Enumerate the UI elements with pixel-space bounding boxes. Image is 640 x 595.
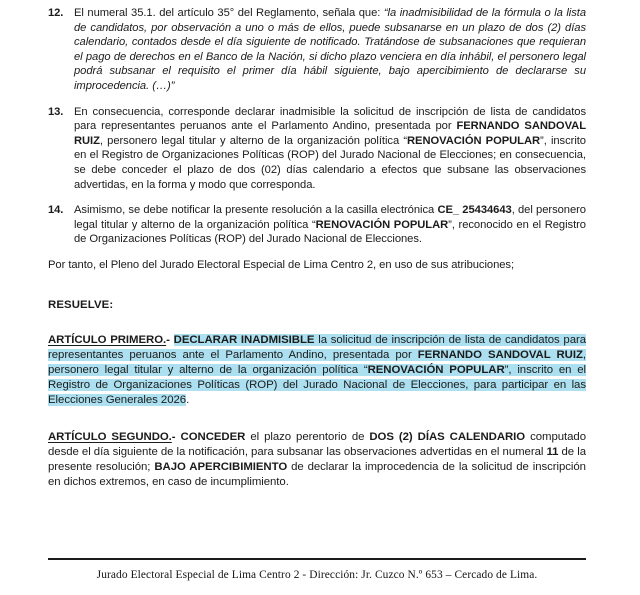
clause-12-lead: El numeral 35.1. del artículo 35° del Reglamento, señala que: — [74, 7, 384, 19]
clause-12 — [48, 6, 586, 94]
clause-14-part1: Asimismo, se debe notificar la presente resolución a la casilla electrónica — [74, 204, 438, 217]
clause-12-quote: “la inadmisibilidad de la fórmula o la lista de candidatos, por observación a uno o más de ellos, puede subsanarse en un plazo de dos (2) días calendario, contados desde el día siguiente de notificado. Tratándose de subsanaciones que requieran el pago de derechos en el Banco de la Nación, si dicho plazo venciera en día inhábil, el personero legal podrá subsanar el requisito el primer día hábil siguiente, bajo apercibimiento de declararse su improcedencia. (…)” — [74, 7, 586, 92]
article-first-part2: , personero legal titular y alterno de la organización política “ — [48, 348, 586, 376]
article-second-dash: - — [171, 430, 181, 443]
clause-13-person-name: FERNANDO SANDOVAL RUIZ — [74, 120, 586, 147]
clause-14-organization: RENOVACIÓN POPULAR — [315, 218, 449, 231]
por-tanto-paragraph: Por tanto, el Pleno del Jurado Electoral Especial de Lima Centro 2, en uso de sus atribuciones; — [48, 258, 515, 271]
article-first — [48, 333, 586, 409]
article-first-part1: la solicitud de inscripción de lista de candidatos para representantes peruanos ante el Parlamento Andino, presentada por — [48, 333, 587, 361]
clause-14-part3: ”, reconocido en el Registro de Organizaciones Políticas (ROP) del Jurado Nacional de Elecciones. — [74, 218, 586, 246]
clause-14-part2: , del personero legal titular y alterno de la organización política “ — [74, 204, 586, 231]
article-first-organization: RENOVACIÓN POPULAR — [367, 363, 505, 376]
clause-14-text — [74, 203, 586, 247]
clause-12-text — [74, 6, 586, 94]
article-second-label: ARTÍCULO SEGUNDO. — [48, 430, 172, 443]
clause-13 — [48, 105, 586, 193]
article-second-warning: BAJO APERCIBIMIENTO — [154, 460, 288, 473]
article-first-period: . — [186, 394, 190, 407]
footer-divider — [48, 558, 586, 560]
article-first-dash: - — [166, 333, 174, 346]
clause-14-number: 14. — [48, 204, 64, 217]
resuelve-heading: RESUELVE: — [48, 298, 114, 311]
article-first-action: DECLARAR INADMISIBLE — [173, 333, 315, 346]
clause-13-part3: ”, inscrito en el Registro de Organizaciones Políticas (ROP) del Jurado Nacional de Elecciones; en consecuencia, se debe conceder el plazo de dos (02) días calendario a efectos que subsane las observaciones advertidas, en la forma y modo que corresponda. — [74, 134, 586, 191]
document-body — [48, 6, 586, 490]
page-footer — [48, 558, 586, 581]
clause-14-casilla-electronica: CE_ 25434643 — [437, 204, 512, 217]
article-second-part1: el plazo perentorio de — [245, 430, 370, 443]
clause-14 — [48, 203, 586, 247]
article-second-action: CONCEDER — [180, 430, 246, 443]
clause-13-part2: , personero legal titular y alterno de la organización política “ — [99, 134, 407, 147]
article-second-term: DOS (2) DÍAS CALENDARIO — [369, 430, 526, 443]
footer-address-text: Jurado Electoral Especial de Lima Centro 2 - Dirección: Jr. Cuzco N.º 653 – Cercado de Lima. — [96, 569, 538, 581]
article-second-numeral: 11 — [546, 445, 559, 458]
clause-13-number: 13. — [48, 105, 64, 118]
article-second-part3: de la presente resolución; — [48, 445, 586, 473]
article-second-part4: de declarar la improcedencia de la solicitud de inscripción en dichos extremos, en caso de incumplimiento. — [48, 460, 586, 488]
article-second-part2: computado desde el día siguiente de la notificación, para subsanar las observaciones advertidas en el numeral — [48, 430, 586, 458]
clause-12-number: 12. — [48, 7, 64, 19]
article-first-label: ARTÍCULO PRIMERO. — [48, 333, 167, 346]
article-first-person-name: FERNANDO SANDOVAL RUIZ — [417, 348, 583, 361]
clause-13-organization: RENOVACIÓN POPULAR — [407, 134, 541, 147]
clause-13-text — [74, 105, 586, 193]
clause-13-part1: En consecuencia, corresponde declarar inadmisible la solicitud de inscripción de lista de candidatos para representantes peruanos ante el Parlamento Andino, presentada por — [74, 105, 586, 133]
article-first-part3: ”, inscrito en el Registro de Organizaciones Políticas (ROP) del Jurado Nacional de Elecciones, para participar en las Elecciones Generales 2026 — [48, 363, 587, 407]
article-second — [48, 430, 586, 490]
